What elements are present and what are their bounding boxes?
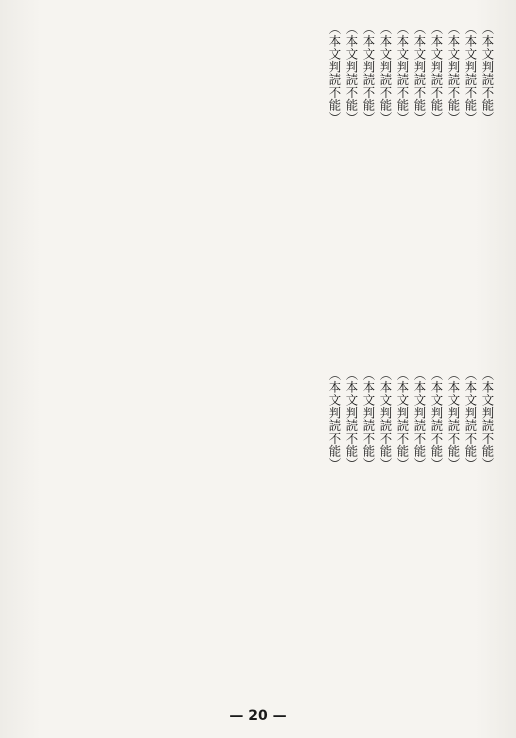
text-column: （本文判読不能）	[378, 22, 393, 125]
text-column: （本文判読不能）	[344, 22, 359, 125]
text-column: （本文判読不能）	[412, 22, 427, 125]
text-column: （本文判読不能）	[361, 22, 376, 125]
text-column: （本文判読不能）	[429, 368, 444, 471]
page-number: — 20 —	[229, 708, 287, 724]
text-column: （本文判読不能）	[344, 368, 359, 471]
text-column: （本文判読不能）	[446, 22, 461, 125]
text-column: （本文判読不能）	[480, 22, 495, 125]
text-column: （本文判読不能）	[327, 368, 342, 471]
upper-text-block	[18, 22, 496, 344]
lower-text-block	[18, 368, 496, 698]
text-column: （本文判読不能）	[463, 22, 478, 125]
text-column: （本文判読不能）	[327, 22, 342, 125]
text-column: （本文判読不能）	[446, 368, 461, 471]
text-column: （本文判読不能）	[463, 368, 478, 471]
text-column: （本文判読不能）	[395, 368, 410, 471]
text-column: （本文判読不能）	[429, 22, 444, 125]
text-column: （本文判読不能）	[412, 368, 427, 471]
text-column: （本文判読不能）	[395, 22, 410, 125]
text-column: （本文判読不能）	[480, 368, 495, 471]
text-column: （本文判読不能）	[378, 368, 393, 471]
text-column: （本文判読不能）	[361, 368, 376, 471]
